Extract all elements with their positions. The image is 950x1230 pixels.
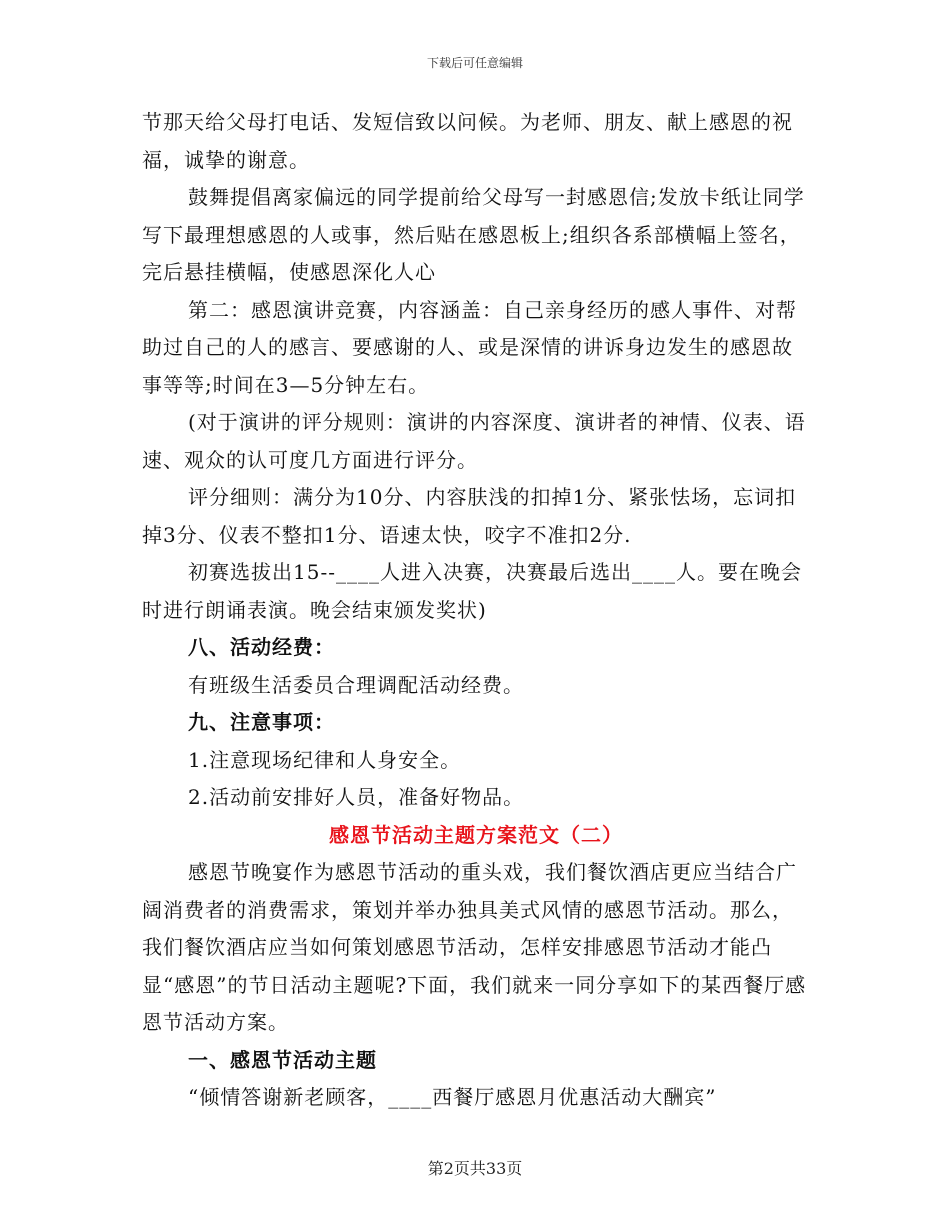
paragraph-greeting: 节那天给父母打电话、发短信致以问候。为老师、朋友、献上感恩的祝福，诚挚的谢意。 bbox=[142, 110, 793, 172]
page-footer-number: 第2页共33页 bbox=[427, 1159, 523, 1178]
section-title-red: 感恩节活动主题方案范文（二） bbox=[329, 822, 623, 847]
paragraph-letter: 鼓舞提倡离家偏远的同学提前给父母写一封感恩信;发放卡纸让同学写下最理想感恩的人或事，然后贴在感恩板上;组织各系部横幅上签名，完后悬挂横幅，使感恩深化人心 bbox=[142, 185, 805, 284]
paragraph-budget: 有班级生活委员合理调配活动经费。 bbox=[188, 672, 524, 697]
paragraph-selection: 初赛选拔出15--____人进入决赛，决赛最后选出____人。要在晚会时进行朗诵表演。晚会结束颁发奖状) bbox=[142, 560, 802, 622]
document-body bbox=[142, 104, 810, 1117]
paragraph-scoring-rules: (对于演讲的评分规则：演讲的内容深度、演讲者的神情、仪表、语速、观众的认可度几方面进行评分。 bbox=[142, 410, 806, 472]
section-heading-theme: 一、感恩节活动主题 bbox=[188, 1047, 377, 1072]
paragraph-speech-contest: 第二：感恩演讲竞赛，内容涵盖：自己亲身经历的感人事件、对帮助过自己的人的感言、要感谢的人、或是深情的讲诉身边发生的感恩故事等等;时间在3—5分钟左右。 bbox=[142, 297, 797, 397]
page-header-note: 下载后可任意编辑 bbox=[426, 56, 523, 70]
section-heading-notes: 九、注意事项： bbox=[188, 710, 335, 734]
paragraph-theme-slogan: “倾情答谢新老顾客，____西餐厅感恩月优惠活动大酬宾” bbox=[188, 1085, 717, 1109]
list-item-safety: 1.注意现场纪律和人身安全。 bbox=[188, 747, 462, 772]
paragraph-intro: 感恩节晚宴作为感恩节活动的重头戏，我们餐饮酒店更应当结合广阔消费者的消费需求，策划并举办独具美式风情的感恩节活动。那么，我们餐饮酒店应当如何策划感恩节活动，怎样安排感恩节活动才能凸显“感恩”的节日活动主题呢?下面，我们就来一同分享如下的某西餐厅感恩节活动方案。 bbox=[142, 860, 807, 1034]
paragraph-scoring-details: 评分细则：满分为10分、内容肤浅的扣掉1分、紧张怯场，忘词扣掉3分、仪表不整扣1分、语速太快，咬字不准扣2分. bbox=[142, 485, 797, 547]
list-item-prepare: 2.活动前安排好人员，准备好物品。 bbox=[188, 785, 525, 809]
section-heading-budget: 八、活动经费： bbox=[188, 635, 335, 659]
